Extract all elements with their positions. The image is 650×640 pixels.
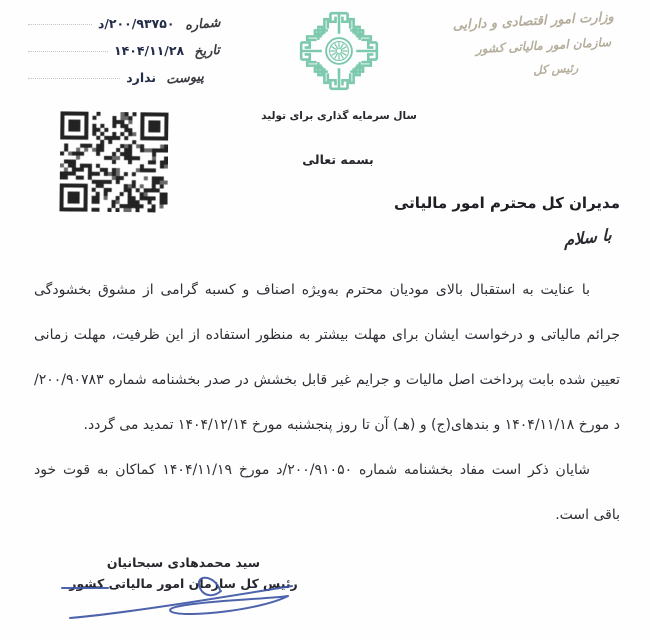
meta-row-date — [28, 43, 220, 59]
signatory-name: سید محمدهادی سبحانیان — [106, 555, 261, 570]
meta-row-attachment — [28, 70, 220, 86]
paragraph-note: شایان ذکر است مفاد بخشنامه شماره ۲۰۰/۹۱۰۵۰/د مورخ ۱۴۰۴/۱۱/۱۹ کماکان به قوت خود باقی است. — [34, 462, 620, 523]
dotted-line — [28, 24, 92, 25]
year-slogan: سال سرمایه گذاری برای تولید — [261, 110, 417, 122]
letter-meta-block — [28, 16, 220, 97]
attachment-label: پیوست — [165, 69, 205, 88]
attachment-value: ندارد — [126, 70, 157, 85]
number-value: ۲۰۰/۹۳۷۵۰/د — [97, 16, 175, 31]
date-value: ۱۴۰۴/۱۱/۲۸ — [113, 43, 185, 58]
date-label: تاریخ — [193, 42, 221, 61]
signatory-title: رئیس کل سازمان امور مالیاتی کشور — [69, 576, 298, 591]
office-title: رئیس کل — [532, 60, 579, 78]
salutation-handwritten: با سلام — [564, 225, 612, 250]
recipient-heading: مدیران کل محترم امور مالیاتی — [394, 194, 620, 212]
handwritten-signature — [56, 566, 308, 628]
number-label: شماره — [183, 15, 221, 34]
letter-body — [34, 268, 620, 538]
basmala: بسمه تعالی — [302, 152, 374, 167]
meta-row-number — [28, 16, 220, 32]
organization-name: سازمان امور مالیاتی کشور — [475, 34, 612, 57]
dotted-line — [28, 78, 120, 79]
ministry-name: وزارت امور اقتصادی و دارایی — [452, 9, 615, 34]
tax-administration-logo-icon — [296, 4, 382, 98]
qr-code — [59, 111, 168, 212]
letterhead-block — [425, 4, 643, 87]
paragraph-extension: با عنایت به استقبال بالای مودیان محترم به‌ویژه اصناف و کسبه گرامی از مشوق بخشودگی جرائم مالیاتی و درخواست ایشان برای مهلت بیشتر به منظور استفاده از این ظرفیت، مهلت زمانی تعیین شده بابت پرداخت اصل مالیات و جرایم غیر قابل بخشش در صدر بخشنامه شماره ۲۰۰/۹۰۷۸۳/د مورخ ۱۴۰۴/۱۱/۱۸ و بندهای(ج) و (هـ) آن تا روز پنجشنبه مورخ ۱۴۰۴/۱۲/۱۴ تمدید می گردد. — [34, 282, 620, 433]
dotted-line — [28, 51, 108, 52]
